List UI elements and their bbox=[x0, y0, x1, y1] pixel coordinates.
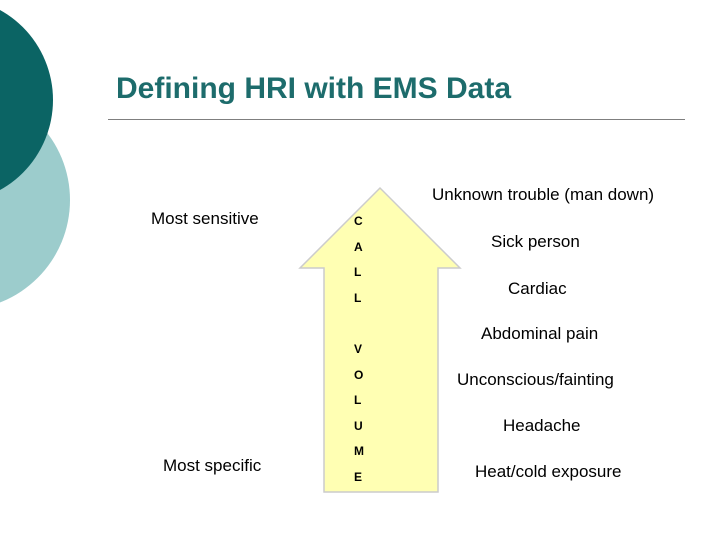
arrow-letter: L bbox=[354, 265, 362, 279]
category-heat-cold-exposure: Heat/cold exposure bbox=[475, 462, 622, 481]
label-most-specific: Most specific bbox=[163, 456, 262, 475]
slide-title: Defining HRI with EMS Data bbox=[116, 72, 512, 105]
category-unconscious-fainting: Unconscious/fainting bbox=[457, 370, 614, 389]
arrow-letter: M bbox=[354, 444, 364, 458]
category-cardiac: Cardiac bbox=[508, 279, 567, 298]
category-unknown-trouble: Unknown trouble (man down) bbox=[432, 185, 655, 204]
category-sick-person: Sick person bbox=[491, 232, 580, 251]
label-most-sensitive: Most sensitive bbox=[151, 209, 259, 228]
arrow-letter: U bbox=[354, 419, 363, 433]
category-abdominal-pain: Abdominal pain bbox=[481, 324, 599, 343]
arrow-shape bbox=[300, 188, 460, 492]
arrow-letter: L bbox=[354, 393, 362, 407]
arrow-letter: O bbox=[354, 368, 364, 382]
arrow-letter: A bbox=[354, 240, 363, 254]
arrow-letter: V bbox=[354, 342, 363, 356]
category-headache: Headache bbox=[503, 416, 581, 435]
arrow-letter: L bbox=[354, 291, 362, 305]
arrow-letter: E bbox=[354, 470, 363, 484]
arrow-letter: C bbox=[354, 214, 363, 228]
